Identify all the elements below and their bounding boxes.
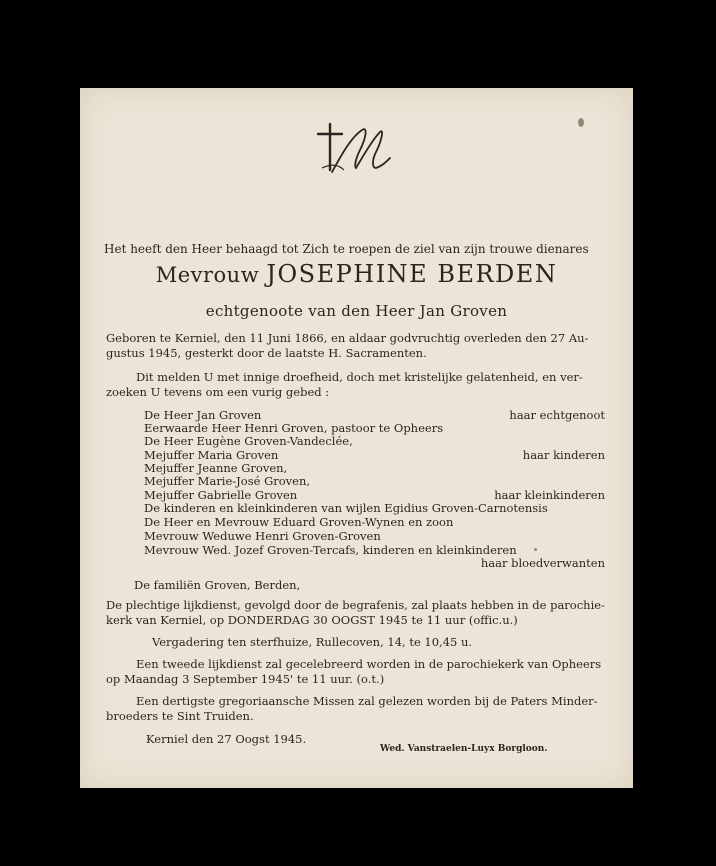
announce-line-1: Dit melden U met innige droefheid, doch met kristelijke gelatenheid, en ver- bbox=[136, 370, 583, 384]
place-date: Kerniel den 27 Oogst 1945. bbox=[146, 732, 307, 746]
announce-line-2: zoeken U tevens om een vurig gebed : bbox=[106, 385, 330, 399]
family-member: Mejuffer Maria Groven bbox=[144, 448, 279, 462]
family-member: Mejuffer Gabrielle Groven bbox=[144, 488, 298, 502]
birth-line-1: Geboren te Kerniel, den 11 Juni 1866, en aldaar godvruchtig overleden den 27 Au- bbox=[106, 331, 589, 345]
second-service-line-1: Een tweede lijkdienst zal gecelebreerd worden in de parochiekerk van Opheers bbox=[136, 657, 602, 671]
deceased-name: JOSEPHINE BERDEN bbox=[266, 260, 558, 288]
families-line: De familiën Groven, Berden, bbox=[134, 578, 301, 592]
family-member: De Heer Jan Groven bbox=[144, 408, 262, 422]
name-prefix: Mevrouw bbox=[155, 263, 260, 287]
relation-spouse: haar echtgenoot bbox=[509, 408, 605, 422]
spouse-line: echtgenoote van den Heer Jan Groven bbox=[205, 302, 508, 320]
service-line-2: kerk van Kerniel, op DONDERDAG 30 OOGST 1945 te 11 uur (offic.u.) bbox=[106, 613, 518, 627]
family-member: Eerwaarde Heer Henri Groven, pastoor te Opheers bbox=[144, 421, 444, 435]
printer-imprint: Wed. Vanstraelen-Luyx Borgloon. bbox=[380, 744, 548, 754]
second-service-line-2: op Maandag 3 September 1945' te 11 uur. (o.t.) bbox=[106, 672, 385, 686]
intro-line: Het heeft den Heer behaagd tot Zich te roepen de ziel van zijn trouwe dienares bbox=[104, 242, 589, 256]
family-member: Mejuffer Jeanne Groven, bbox=[144, 461, 288, 475]
family-member: Mevrouw Wed. Jozef Groven-Tercafs, kinderen en kleinkinderen bbox=[144, 543, 517, 557]
masses-line-1: Een dertigste gregoriaansche Missen zal gelezen worden bij de Paters Minder- bbox=[136, 694, 598, 708]
cross-monogram-icon bbox=[310, 118, 410, 182]
gathering-line: Vergadering ten sterfhuize, Rullecoven, 14, te 10,45 u. bbox=[152, 635, 473, 649]
family-member: De Heer en Mevrouw Eduard Groven-Wynen en zoon bbox=[144, 515, 454, 529]
family-member: Mejuffer Marie-José Groven, bbox=[144, 474, 311, 488]
masses-line-2: broeders te Sint Truiden. bbox=[106, 709, 254, 723]
family-member: Mevrouw Weduwe Henri Groven-Groven bbox=[144, 529, 381, 543]
relation-grandchildren: haar kleinkinderen bbox=[494, 488, 605, 502]
birth-line-2: gustus 1945, gesterkt door de laatste H. Sacramenten. bbox=[106, 346, 427, 360]
service-line-1: De plechtige lijkdienst, gevolgd door de begrafenis, zal plaats hebben in de parochie- bbox=[106, 598, 605, 612]
relation-children: haar kinderen bbox=[522, 448, 605, 462]
paper-spot bbox=[578, 118, 584, 127]
paper-dot bbox=[534, 548, 537, 551]
family-member: De kinderen en kleinkinderen van wijlen Egidius Groven-Carnotensis bbox=[144, 501, 548, 515]
relation-relatives: haar bloedverwanten bbox=[480, 556, 605, 570]
memorial-card bbox=[80, 88, 633, 788]
deceased-name-line bbox=[80, 260, 633, 288]
family-member: De Heer Eugène Groven-Vandeclée, bbox=[144, 434, 353, 448]
